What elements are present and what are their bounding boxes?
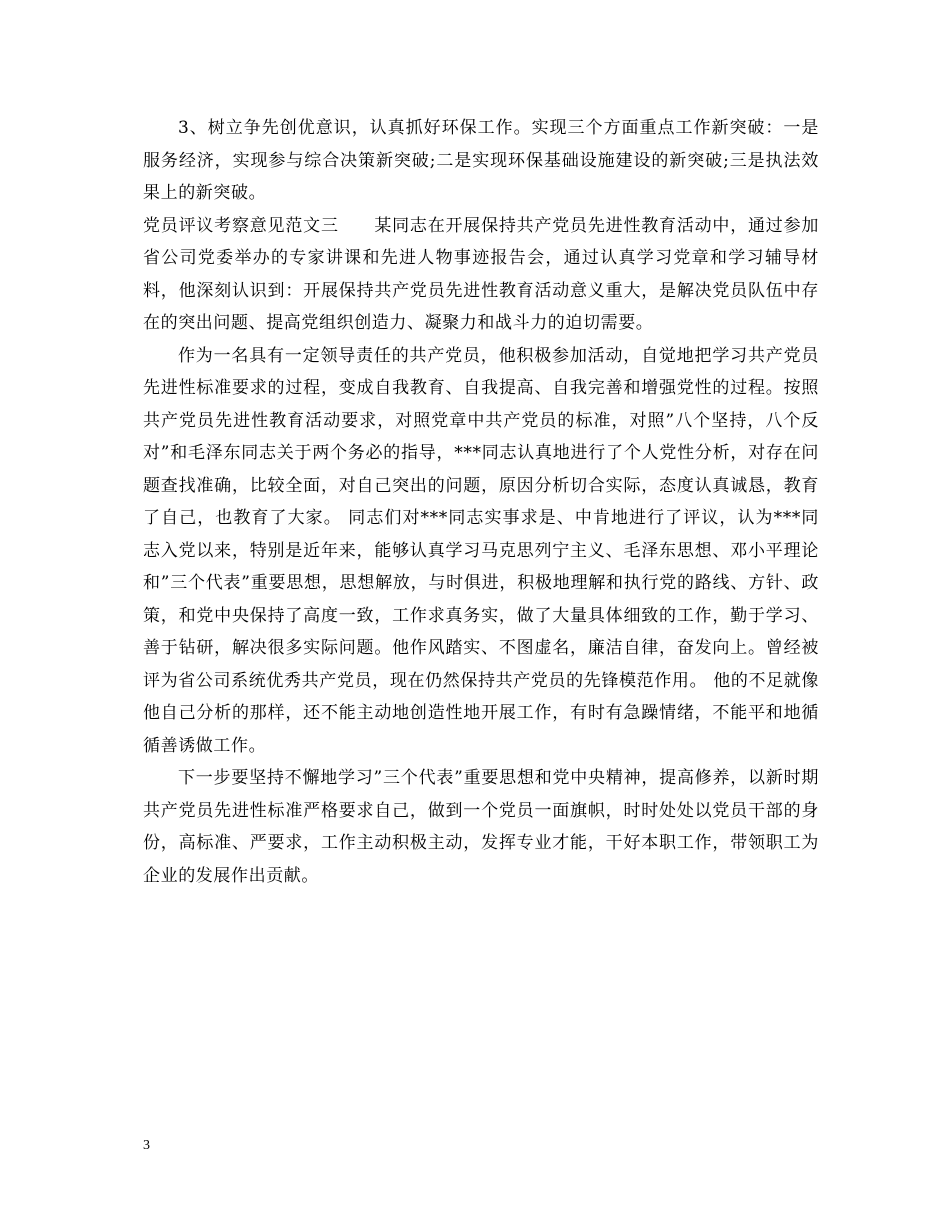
page-number: 3	[143, 1138, 150, 1153]
paragraph-member-assessment: 作为一名具有一定领导责任的共产党员，他积极参加活动，自觉地把学习共产党员先进性标准要求的过程，变成自我教育、自我提高、自我完善和增强党性的过程。按照共产党员先进性教育活动要求，对照党章中共产党员的标准，对照”八个坚持，八个反对”和毛泽东同志关于两个务必的指导，***同志认真地进行了个人党性分析，对存在问题查找准确，比较全面，对自己突出的问题，原因分析切合实际，态度认真诚恳，教育了自己，也教育了大家。 同志们对***同志实事求是、中肯地进行了评议，认为***同志入党以来，特别是近年来，能够认真学习马克思列宁主义、毛泽东思想、邓小平理论和”三个代表”重要思想，思想解放，与时俱进，积极地理解和执行党的路线、方针、政策，和党中央保持了高度一致，工作求真务实，做了大量具体细致的工作，勤于学习、善于钻研，解决很多实际问题。他作风踏实、不图虚名，廉洁自律，奋发向上。曾经被评为省公司系统优秀共产党员，现在仍然保持共产党员的先锋模范作用。 他的不足就像他自己分析的那样，还不能主动地创造性地开展工作，有时有急躁情绪，不能平和地循循善诱做工作。	[143, 345, 819, 756]
paragraph-next-steps: 下一步要坚持不懈地学习”三个代表”重要思想和党中央精神，提高修养，以新时期共产党员先进性标准严格要求自己，做到一个党员一面旗帜，时时处处以党员干部的身份，高标准、严要求，工作主动积极主动，发挥专业才能，干好本职工作，带领职工为企业的发展作出贡献。	[143, 768, 819, 886]
paragraph-evaluation-heading: 党员评议考察意见范文三 某同志在开展保持共产党员先进性教育活动中，通过参加省公司党委举办的专家讲课和先进人物事迹报告会，通过认真学习党章和学习辅导材料，他深刻认识到：开展保持共产党员先进性教育活动意义重大，是解决党员队伍中存在的突出问题、提高党组织创造力、凝聚力和战斗力的迫切需要。	[143, 215, 819, 333]
document-body	[143, 112, 819, 892]
paragraph-environmental-work: 3、树立争先创优意识，认真抓好环保工作。实现三个方面重点工作新突破：一是服务经济，实现参与综合决策新突破;二是实现环保基础设施建设的新突破;三是执法效果上的新突破。	[143, 118, 819, 203]
